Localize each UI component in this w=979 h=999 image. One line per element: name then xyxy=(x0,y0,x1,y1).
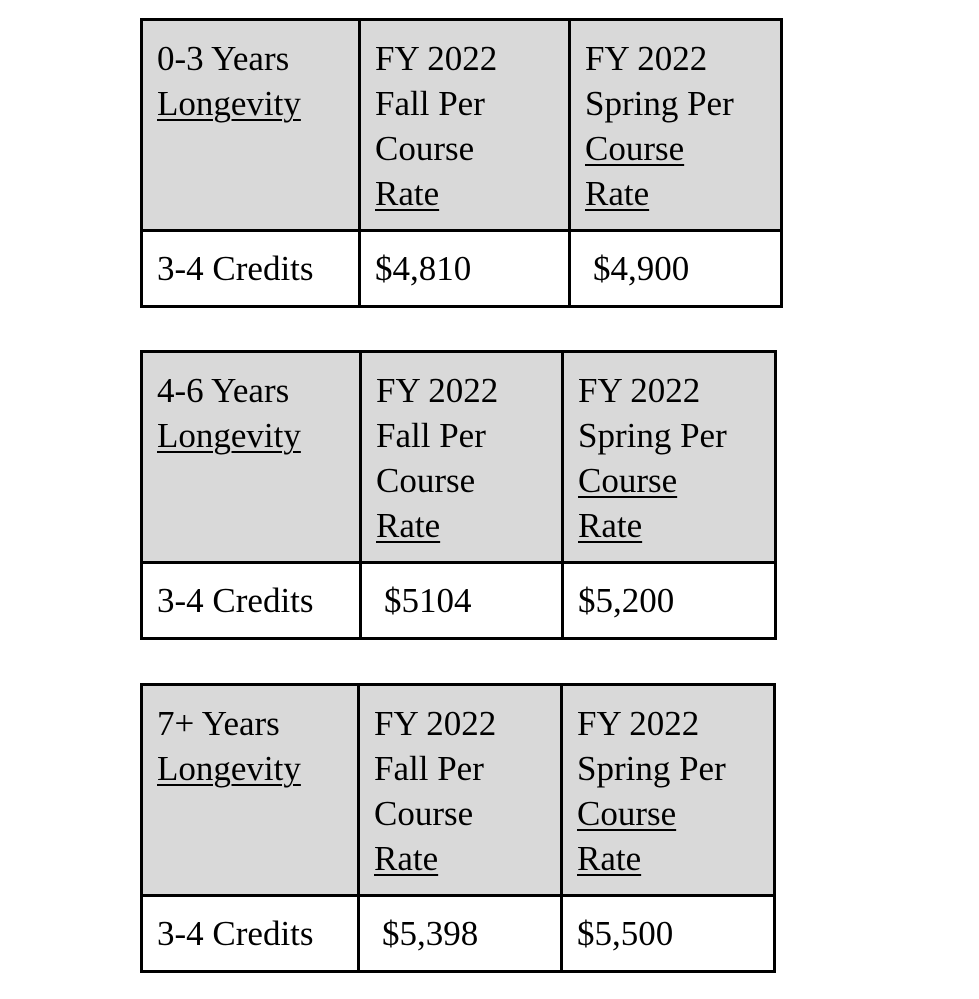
spring-rate-header-cell xyxy=(570,20,782,231)
spring-header-line-1: FY 2022 xyxy=(585,39,708,78)
longevity-range: 0-3 Years xyxy=(157,39,290,78)
table-header-row xyxy=(142,685,775,896)
credits-cell: 3-4 Credits xyxy=(142,563,361,639)
spring-header-line-3: Course xyxy=(578,461,678,500)
longevity-label: Longevity xyxy=(157,749,301,788)
spring-rate-header-cell xyxy=(562,685,775,896)
fall-header-line-1: FY 2022 xyxy=(375,39,498,78)
fall-rate-header-cell xyxy=(361,352,563,563)
spring-header-line-4: Rate xyxy=(578,506,643,545)
fall-header-line-1: FY 2022 xyxy=(376,371,499,410)
table-row xyxy=(142,231,782,307)
spring-header-line-4: Rate xyxy=(577,839,642,878)
table-row xyxy=(142,896,775,972)
fall-header-line-2: Fall Per xyxy=(375,84,485,123)
spring-header-line-2: Spring Per xyxy=(585,84,734,123)
fall-header-line-3: Course xyxy=(375,129,475,168)
fall-rate-header-cell xyxy=(360,20,570,231)
fall-header-line-1: FY 2022 xyxy=(374,704,497,743)
table-row xyxy=(142,563,776,639)
credits-cell: 3-4 Credits xyxy=(142,231,360,307)
spring-header-line-3: Course xyxy=(585,129,685,168)
fall-header-line-4: Rate xyxy=(376,506,441,545)
longevity-label: Longevity xyxy=(157,416,301,455)
spring-header-line-1: FY 2022 xyxy=(578,371,701,410)
rate-table-4-6-years xyxy=(140,350,777,640)
spring-header-line-2: Spring Per xyxy=(577,749,726,788)
longevity-header-cell xyxy=(142,685,359,896)
credits-cell: 3-4 Credits xyxy=(142,896,359,972)
spring-rate-cell: $4,900 xyxy=(570,231,782,307)
spring-header-line-3: Course xyxy=(577,794,677,833)
fall-header-line-3: Course xyxy=(374,794,474,833)
spring-header-line-1: FY 2022 xyxy=(577,704,700,743)
spring-rate-cell: $5,200 xyxy=(563,563,776,639)
fall-rate-header-cell xyxy=(359,685,562,896)
spring-rate-cell: $5,500 xyxy=(562,896,775,972)
fall-header-line-2: Fall Per xyxy=(374,749,484,788)
longevity-range: 7+ Years xyxy=(157,704,280,743)
longevity-label: Longevity xyxy=(157,84,301,123)
fall-header-line-4: Rate xyxy=(374,839,439,878)
table-header-row xyxy=(142,352,776,563)
rate-table-0-3-years xyxy=(140,18,783,308)
rate-table-7-plus-years xyxy=(140,683,776,973)
spring-header-line-2: Spring Per xyxy=(578,416,727,455)
fall-header-line-2: Fall Per xyxy=(376,416,486,455)
longevity-header-cell xyxy=(142,352,361,563)
fall-header-line-4: Rate xyxy=(375,174,440,213)
spring-header-line-4: Rate xyxy=(585,174,650,213)
longevity-range: 4-6 Years xyxy=(157,371,290,410)
fall-rate-cell: $5104 xyxy=(361,563,563,639)
longevity-header-cell xyxy=(142,20,360,231)
fall-rate-cell: $4,810 xyxy=(360,231,570,307)
fall-rate-cell: $5,398 xyxy=(359,896,562,972)
fall-header-line-3: Course xyxy=(376,461,476,500)
spring-rate-header-cell xyxy=(563,352,776,563)
table-header-row xyxy=(142,20,782,231)
